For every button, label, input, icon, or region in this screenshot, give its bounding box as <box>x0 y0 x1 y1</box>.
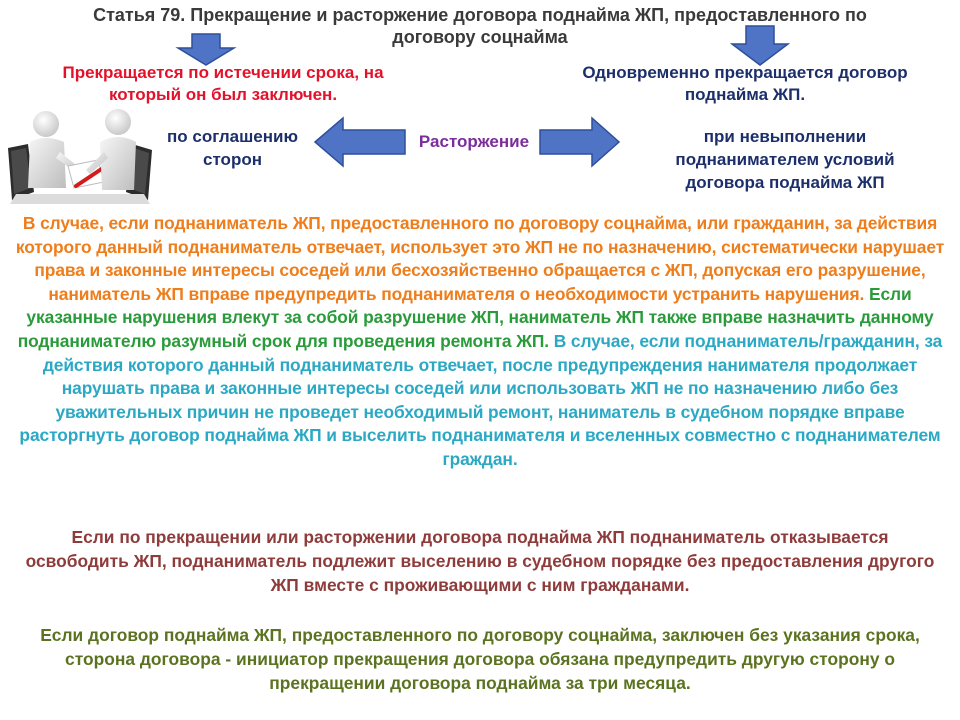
title-line-2: договору соцнайма <box>392 27 568 47</box>
court-termination-text: В случае, если поднаниматель/гражданин, за действия которого данный поднаниматель отвечает, после предупреждения нанимателя продолжает нарушать права и законные интересы соседей или использовать ЖП не по назначению либо без уважительных причин не проведет необходимый ремонт, наниматель в судебном порядке вправе расторгнуть договор поднайма ЖП и выселить поднанимателя и вселенных совместно с поднанимателем граждан. <box>19 330 943 469</box>
page-title <box>20 4 940 48</box>
left-arrow-icon <box>315 117 407 167</box>
violations-paragraph <box>6 212 954 472</box>
by-agreement-label <box>145 125 320 171</box>
eviction-paragraph: Если по прекращении или расторжении договора поднайма ЖП поднаниматель отказывается освободить ЖП, поднаниматель подлежит выселению в судебном порядке без предоставления другого ЖП вместе с проживающими с ним гражданами. <box>25 527 935 595</box>
down-arrow-icon <box>730 26 790 66</box>
simultaneous-heading-line-1: Одновременно прекращается договор <box>582 63 908 82</box>
simultaneous-heading-line-2: поднайма ЖП. <box>684 85 806 104</box>
notice-period-paragraph: Если договор поднайма ЖП, предоставленного по договору соцнайма, заключен без указания срока, сторона договора - инициатор прекращения договора обязана предупредить другую сторону о прекращении договора поднайма за три месяца. <box>40 625 920 693</box>
expiry-heading-line-2: который он был заключен. <box>108 85 338 104</box>
expiry-heading <box>18 62 428 106</box>
non-fulfillment-line-2: поднанимателем условий <box>675 150 895 169</box>
simultaneous-termination-heading <box>540 62 950 106</box>
right-arrow-icon <box>540 117 620 167</box>
non-fulfillment-line-3: договора поднайма ЖП <box>685 173 885 192</box>
by-agreement-line-2: сторон <box>203 150 262 169</box>
title-line-1: Статья 79. Прекращение и расторжение договора поднайма ЖП, предоставленного по <box>93 5 867 25</box>
expiry-heading-line-1: Прекращается по истечении срока, на <box>62 63 384 82</box>
repair-deadline-text: Если указанные нарушения влекут за собой разрушение ЖП, наниматель ЖП также вправе назначить данному поднанимателю разумный срок для проведения ремонта ЖП. <box>17 283 934 351</box>
non-fulfillment-line-1: при невыполнении <box>703 127 867 146</box>
termination-label: Расторжение <box>418 132 530 151</box>
people-signing-contract-illustration <box>6 108 154 208</box>
non-fulfillment-label <box>630 125 940 194</box>
warning-text: В случае, если поднаниматель ЖП, предоставленного по договору соцнайма, или гражданин, за действия которого данный поднаниматель отвечает, использует это ЖП не по назначению, систематически нарушает права и законные интересы соседей или бесхозяйственно обращается с ЖП, допуская его разрушение, наниматель ЖП вправе предупредить поднанимателя о необходимости устранить нарушения. <box>15 213 945 304</box>
by-agreement-line-1: по соглашению <box>167 127 298 146</box>
